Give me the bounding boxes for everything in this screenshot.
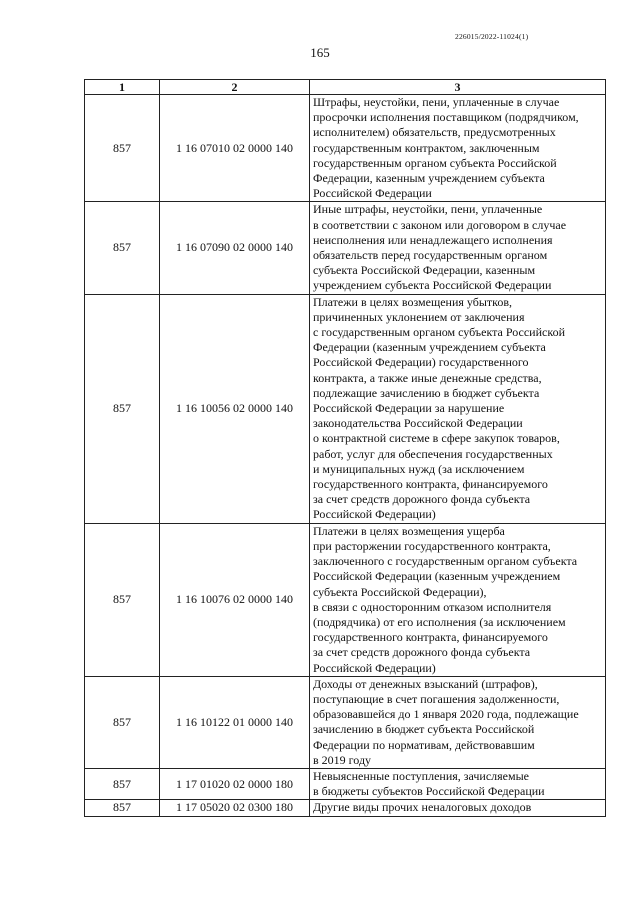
table-row: [85, 768, 606, 799]
administrator-code-cell: 857: [85, 294, 160, 523]
description-line: Федерации, казенным учреждением субъекта: [313, 171, 545, 186]
revenue-codes-table: [84, 79, 606, 817]
budget-classification-code-cell: 1 16 10076 02 0000 140: [160, 523, 310, 676]
administrator-code-cell: 857: [85, 800, 160, 816]
description-line: Российской Федерации за нарушение: [313, 401, 505, 416]
description-line: Федерации (казенным учреждением субъекта: [313, 340, 546, 355]
revenue-description-cell: [310, 294, 606, 523]
budget-classification-code-cell: 1 16 10122 01 0000 140: [160, 676, 310, 768]
description-line: в связи с односторонним отказом исполнителя: [313, 599, 552, 614]
column-header-3: 3: [310, 80, 606, 95]
description-line: государственного контракта, финансируемого: [313, 630, 548, 645]
table-row: [85, 294, 606, 523]
revenue-description-cell: [310, 800, 606, 816]
table-row: [85, 202, 606, 294]
description-line: обязательств перед государственным органом: [313, 248, 548, 263]
description-line: и муниципальных нужд (за исключением: [313, 461, 525, 476]
description-line: в соответствии с законом или договором в случае: [313, 217, 567, 232]
description-line: зачислению в бюджет субъекта Российской: [313, 722, 535, 737]
budget-classification-code-cell: 1 17 05020 02 0300 180: [160, 800, 310, 816]
table-row: [85, 800, 606, 816]
budget-classification-code-cell: 1 17 01020 02 0000 180: [160, 768, 310, 799]
description-line: о контрактной системе в сфере закупок товаров,: [313, 431, 560, 446]
table-row: [85, 95, 606, 202]
table-header-row: [85, 80, 606, 95]
page-number: 165: [310, 45, 330, 60]
description-line: за счет средств дорожного фонда субъекта: [313, 645, 531, 660]
description-line: Другие виды прочих неналоговых доходов: [313, 800, 532, 815]
description-line: Платежи в целях возмещения убытков,: [313, 294, 513, 309]
administrator-code-cell: 857: [85, 95, 160, 202]
description-line: Платежи в целях возмещения ущерба: [313, 523, 505, 538]
description-line: при расторжении государственного контракта,: [313, 538, 551, 553]
description-line: Иные штрафы, неустойки, пени, уплаченные: [313, 202, 543, 217]
document-registration-number: 226015/2022-11024(1): [455, 32, 529, 41]
description-line: Невыясненные поступления, зачисляемые: [313, 768, 529, 783]
table-body: [85, 95, 606, 817]
description-line: Российской Федерации) государственного: [313, 355, 529, 370]
description-line: просрочки исполнения поставщиком (подрядчиком,: [313, 110, 579, 125]
revenue-description-cell: [310, 676, 606, 768]
table-row: [85, 523, 606, 676]
revenue-description-cell: [310, 95, 606, 202]
description-line: законодательства Российской Федерации: [313, 416, 523, 431]
revenue-description-cell: [310, 768, 606, 799]
budget-classification-code-cell: 1 16 07010 02 0000 140: [160, 95, 310, 202]
description-line: исполнителем) обязательств, предусмотренных: [313, 125, 556, 140]
column-header-2: 2: [160, 80, 310, 95]
description-line: Российской Федерации: [313, 186, 432, 201]
column-header-1: 1: [85, 80, 160, 95]
description-line: Штрафы, неустойки, пени, уплаченные в случае: [313, 95, 560, 109]
description-line: субъекта Российской Федерации),: [313, 584, 487, 599]
description-line: с государственным органом субъекта Российской: [313, 325, 565, 340]
description-line: Российской Федерации): [313, 507, 436, 522]
description-line: заключенного с государственным органом субъекта: [313, 554, 578, 569]
description-line: Российской Федерации (казенным учреждением: [313, 569, 561, 584]
revenue-description-cell: [310, 523, 606, 676]
description-line: Федерации по нормативам, действовавшим: [313, 737, 535, 752]
description-line: в 2019 году: [313, 752, 372, 767]
description-line: работ, услуг для обеспечения государственных: [313, 446, 553, 461]
description-line: субъекта Российской Федерации, казенным: [313, 263, 536, 278]
administrator-code-cell: 857: [85, 523, 160, 676]
description-line: образовавшейся до 1 января 2020 года, подлежащие: [313, 707, 579, 722]
description-line: подлежащие зачислению в бюджет субъекта: [313, 385, 540, 400]
description-line: (подрядчика) от его исполнения (за исключением: [313, 614, 566, 629]
description-line: причиненных уклонением от заключения: [313, 309, 525, 324]
description-line: государственного контракта, финансируемого: [313, 477, 548, 492]
description-line: за счет средств дорожного фонда субъекта: [313, 492, 531, 507]
description-line: учреждением субъекта Российской Федерации: [313, 278, 552, 293]
administrator-code-cell: 857: [85, 768, 160, 799]
administrator-code-cell: 857: [85, 676, 160, 768]
description-line: контракта, а также иные денежные средства,: [313, 370, 542, 385]
revenue-description-cell: [310, 202, 606, 294]
description-line: государственным органом субъекта Российской: [313, 155, 557, 170]
table-row: [85, 676, 606, 768]
description-line: в бюджеты субъектов Российской Федерации: [313, 784, 545, 799]
administrator-code-cell: 857: [85, 202, 160, 294]
description-line: Российской Федерации): [313, 660, 436, 675]
budget-classification-code-cell: 1 16 10056 02 0000 140: [160, 294, 310, 523]
description-line: Доходы от денежных взысканий (штрафов),: [313, 676, 538, 691]
description-line: неисполнения или ненадлежащего исполнения: [313, 232, 553, 247]
budget-classification-code-cell: 1 16 07090 02 0000 140: [160, 202, 310, 294]
description-line: государственным контрактом, заключенным: [313, 140, 540, 155]
description-line: поступающие в счет погашения задолженности,: [313, 691, 560, 706]
